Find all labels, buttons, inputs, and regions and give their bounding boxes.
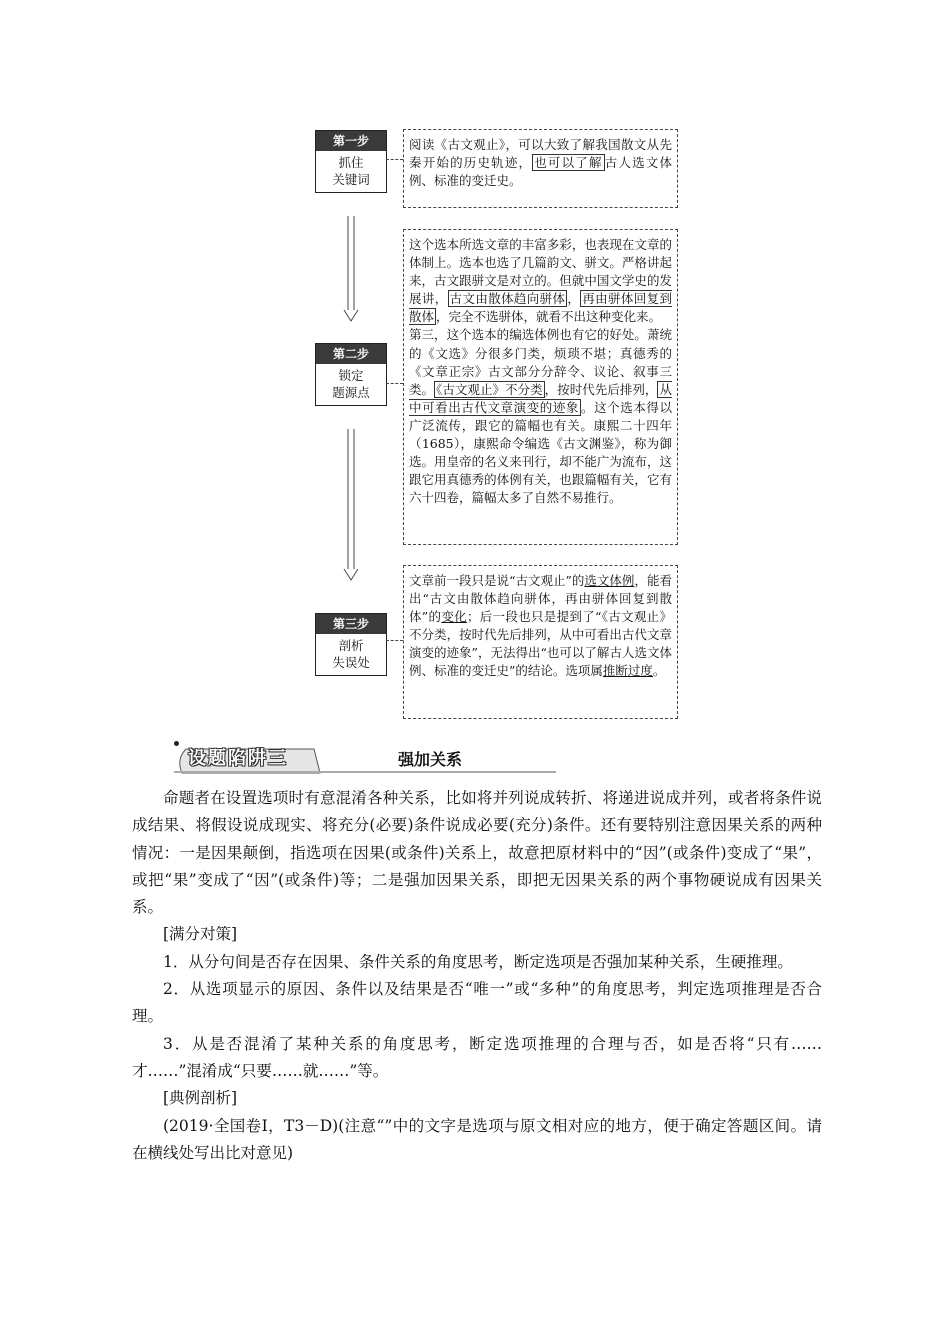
step-2-title [316,364,386,405]
strategy-item-1: 1．从分句间是否存在因果、条件关系的角度思考，断定选项是否强加某种关系，生硬推理。 [163,952,793,971]
keyword-box: 再由骈体回复到散体 [409,291,672,325]
step-3-title-line2: 失误处 [332,655,370,670]
step-1-box [315,130,387,193]
section-title: 强加关系 [398,750,463,769]
intro-paragraph: 命题者在设置选项时有意混淆各种关系，比如将并列说成转折、将递进说成并列，或者将条件说成结果、将假设说成现实、将充分(必要)条件说成必要(充分)条件。还有要特别注意因果关系的两种情况：一是因果颠倒，指选项在因果(或条件)关系上，故意把原材料中的“因”(或条件)变成了“果”，或把“果”变成了“因”(或条件)等；二是强加因果关系，即把无因果关系的两个事物硬说成有因果关系。 [132,789,822,917]
note-text: 阅读《古文观止》，可以大致了解我国散文从先秦开始的历史轨迹， [409,137,672,171]
note-text: 。 [652,663,666,679]
note-text: 这个选本所选文章的丰富多彩，也表现在文章的体制上。选本也选了几篇韵文、骈文。严格讲起来，古文跟骈文是对立的。但就中国文学史的发展讲， [409,237,672,307]
underlined-keyword: 变化 [441,609,467,625]
section-tag: 设题陷阱三 [188,748,288,769]
note-text: ，完全不选骈体，就看不出这种变化来。 [436,309,662,325]
step-2-label: 第二步 [316,344,386,364]
note-text: 第三，这个选本的编选体例也有它的好处。萧统的《文选》分很多门类，烦琐不堪；真德秀的《文章正宗》古文部分分辞令、议论、叙事三类。 [409,327,672,397]
note-text: ， [567,291,581,307]
note-text: ，能看出“古文由散体趋向骈体，再由骈体回复到散体”的 [409,573,672,625]
step-1-connector [386,159,403,160]
keyword-box: 古文由散体趋向骈体 [449,291,566,307]
note-text: 文章前一段只是说“古文观止”的 [409,573,585,588]
note-text: ，按时代先后排列， [544,381,658,397]
section-banner [170,741,556,775]
step-3-title [316,634,386,675]
step-1-title-line2: 关键词 [332,172,370,187]
strategy-heading: [满分对策] [163,925,238,944]
keyword-box: 《古文观止》不分类 [436,381,543,397]
down-arrow-icon [343,216,359,323]
down-arrow-icon [343,429,359,582]
step-1-note [403,129,678,208]
step-3-note [403,565,678,719]
step-2-title-line1: 锁定 [338,368,364,383]
step-2-note [403,229,678,545]
step-1-title-line1: 抓住 [338,155,364,170]
example-text: (2019·全国卷Ⅰ，T3－D)(注意“”中的文字是选项与原文相对应的地方，便于确定答题区间。请在横线处写出比对意见) [132,1116,822,1162]
note-text: ；后一段也只是提到了“《古文观止》不分类，按时代先后排列，从中可看出古代文章演变的迹象”，无法得出“也可以了解古人选文体例、标准的变迁史”的结论。选项属 [409,609,672,679]
step-1-title [316,151,386,192]
step-2-connector [386,383,403,384]
keyword-box: 也可以了解 [534,155,603,171]
step-2-title-line2: 题源点 [332,385,370,400]
step-3-title-line1: 剖析 [338,638,364,653]
note-text: 古人选文体例、标准的变迁史。 [409,155,672,189]
underlined-keyword: 选文体例 [584,573,635,588]
step-1-label: 第一步 [316,131,386,151]
example-heading: [典例剖析] [163,1089,238,1108]
strategy-item-3: 3．从是否混淆了某种关系的角度思考，断定选项推理的合理与否，如是否将“只有……才……”混淆成“只要……就……”等。 [132,1034,822,1080]
strategy-item-2: 2．从选项显示的原因、条件以及结果是否“唯一”或“多种”的角度思考，判定选项推理是否合理。 [132,980,822,1026]
note-text: 。这个选本得以广泛流传，跟它的篇幅也有关。康熙二十四年（1685），康熙命令编选《古文渊鉴》，称为御选。用皇帝的名义来刊行，却不能广为流布，这跟它用真德秀的体例有关，也跟篇幅有关，它有六十四卷，篇幅太多了自然不易推行。 [409,399,672,506]
step-3-label: 第三步 [316,614,386,634]
keyword-box: 从中可看出古代文章演变的迹象 [409,381,672,415]
banner-underline [174,771,556,773]
step-3-connector [386,640,403,641]
body-text [132,785,822,1167]
step-3-box [315,613,387,676]
step-2-box [315,343,387,406]
underlined-keyword: 推断过度 [602,663,653,679]
